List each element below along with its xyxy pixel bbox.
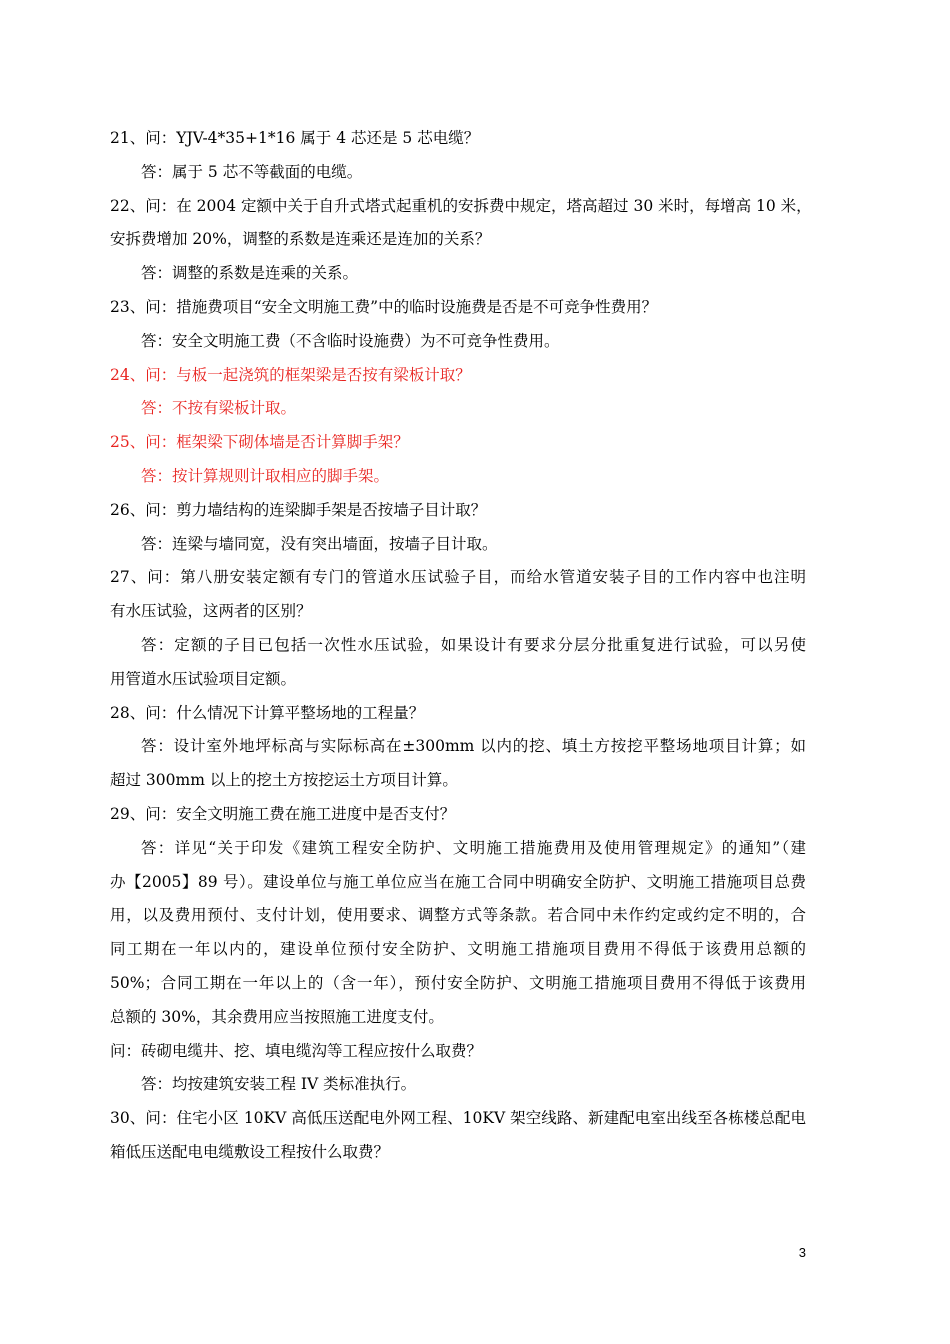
answer-line: 答：连梁与墙同宽，没有突出墙面，按墙子目计取。	[141, 534, 498, 553]
answer-line: 答：调整的系数是连乘的关系。	[141, 264, 359, 283]
question-line: 箱低压送配电电缆敷设工程按什么取费？	[110, 1142, 390, 1161]
answer-line: 答：属于 5 芯不等截面的电缆。	[141, 162, 363, 181]
question-line: 23、问：措施费项目“安全文明施工费”中的临时设施费是否是不可竞争性费用？	[110, 297, 658, 316]
question-line: 办【2005】89 号）。建设单位与施工单位应当在施工合同中明确安全防护、文明施工措施项目总费	[110, 872, 806, 891]
question-line: 21、问：YJV-4*35+1*16 属于 4 芯还是 5 芯电缆？	[110, 129, 480, 147]
answer-line: 答：不按有梁板计取。	[141, 399, 297, 418]
question-line: 25、问：框架梁下砌体墙是否计算脚手架？	[110, 433, 409, 452]
question-line: 50%；合同工期在一年以上的（含一年），预付安全防护、文明施工措施项目费用不得低于该费用	[110, 973, 806, 992]
question-line: 22、问：在 2004 定额中关于自升式塔式起重机的安拆费中规定，塔高超过 30 米时，每增高 10 米，	[110, 196, 812, 215]
answer-line: 答：均按建筑安装工程 IV 类标准执行。	[141, 1075, 417, 1094]
question-line: 24、问：与板一起浇筑的框架梁是否按有梁板计取？	[110, 365, 471, 384]
answer-line: 答：定额的子目已包括一次性水压试验，如果设计有要求分层分批重复进行试验，可以另使	[141, 635, 806, 654]
question-line: 超过 300mm 以上的挖土方按挖运土方项目计算。	[110, 771, 458, 790]
question-line: 27、问：第八册安装定额有专门的管道水压试验子目，而给水管道安装子目的工作内容中也注明	[110, 568, 806, 587]
answer-line: 答：安全文明施工费（不含临时设施费）为不可竞争性费用。	[141, 331, 560, 350]
question-line: 用管道水压试验项目定额。	[110, 669, 297, 688]
answer-line: 答：按计算规则计取相应的脚手架。	[141, 466, 390, 485]
question-line: 总额的 30%，其余费用应当按照施工进度支付。	[110, 1007, 444, 1026]
question-line: 用，以及费用预付、支付计划，使用要求、调整方式等条款。若合同中未作约定或约定不明的，合	[110, 906, 806, 925]
page-number: 3	[798, 1245, 806, 1260]
question-line: 28、问：什么情况下计算平整场地的工程量？	[110, 703, 425, 722]
question-line: 26、问：剪力墙结构的连梁脚手架是否按墙子目计取？	[110, 500, 487, 519]
document-body	[110, 122, 812, 1170]
answer-line: 答：设计室外地坪标高与实际标高在±300mm 以内的挖、填土方按挖平整场地项目计算；如	[141, 737, 806, 756]
question-line: 安拆费增加 20%，调整的系数是连乘还是连加的关系？	[110, 230, 491, 249]
answer-line: 答：详见“关于印发《建筑工程安全防护、文明施工措施费用及使用管理规定》的通知”（建	[141, 838, 806, 857]
question-line: 同工期在一年以内的，建设单位预付安全防护、文明施工措施项目费用不得低于该费用总额的	[110, 940, 806, 959]
question-line: 29、问：安全文明施工费在施工进度中是否支付？	[110, 804, 456, 823]
question-line: 问：砖砌电缆井、挖、填电缆沟等工程应按什么取费？	[110, 1041, 483, 1060]
question-line: 30、问：住宅小区 10KV 高低压送配电外网工程、10KV 架空线路、新建配电室出线至各栋楼总配电	[110, 1109, 806, 1128]
question-line: 有水压试验，这两者的区别？	[110, 602, 312, 621]
